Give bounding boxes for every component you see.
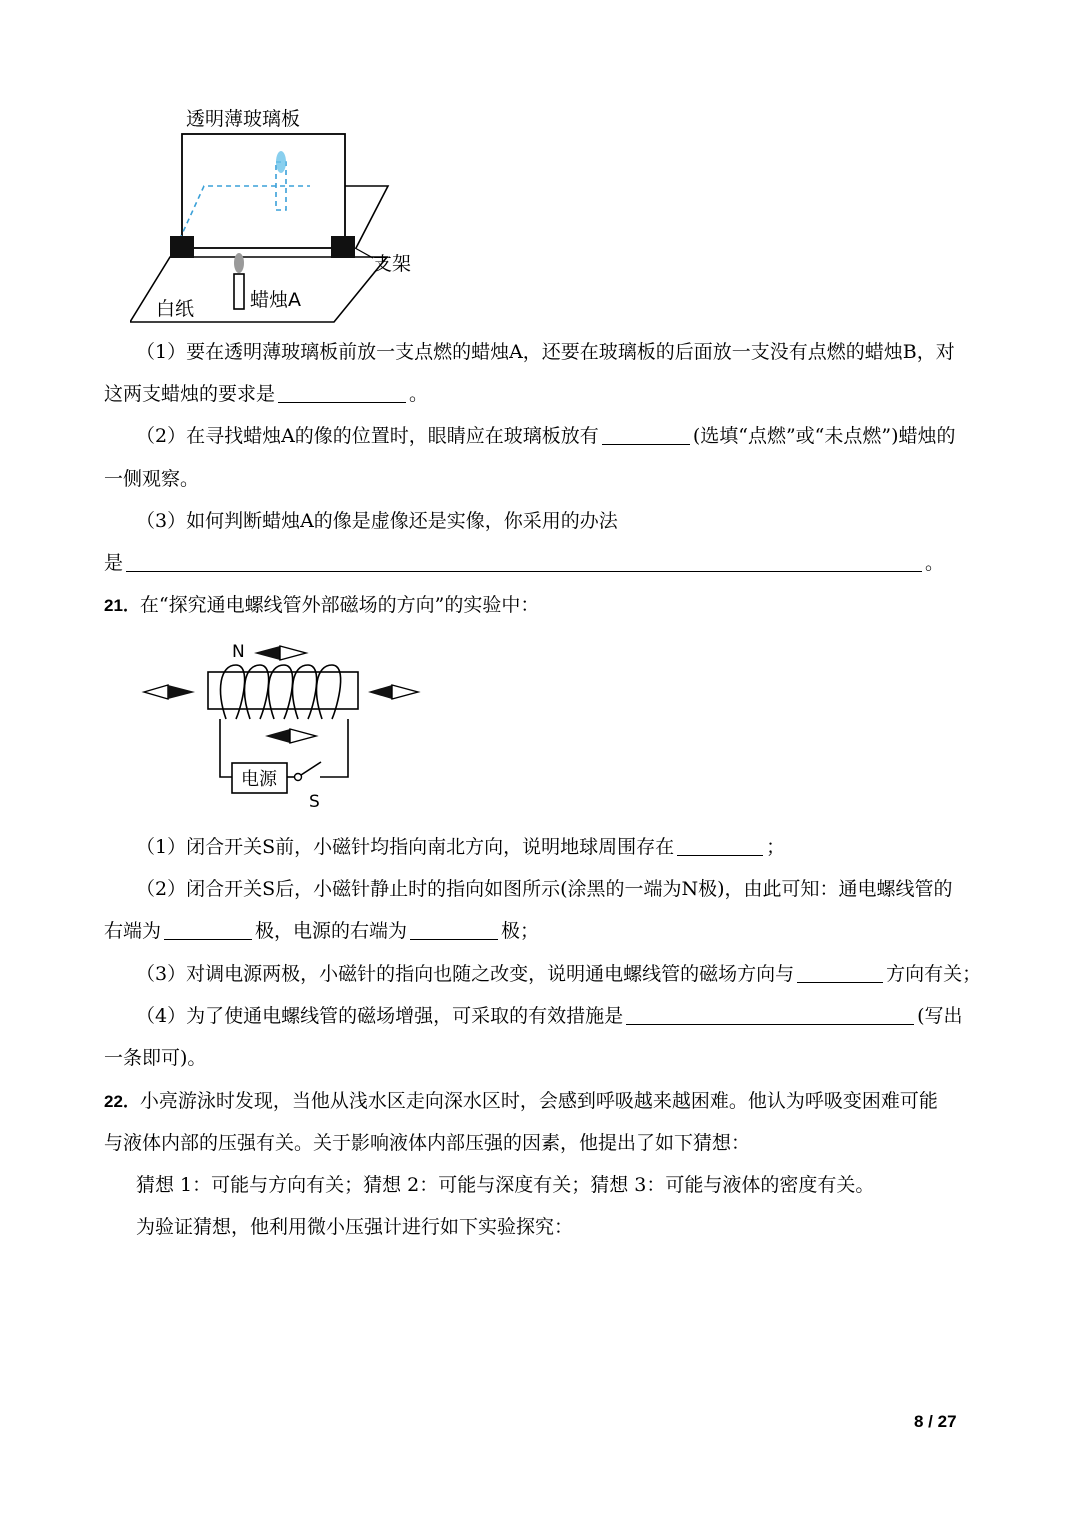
question-number: 21． bbox=[104, 596, 140, 615]
candle-a-label: 蜡烛A bbox=[250, 289, 301, 311]
question-number: 22． bbox=[104, 1092, 140, 1111]
solenoid-tube bbox=[208, 672, 358, 709]
q22-guesses: 猜想 1：可能与方向有关；猜想 2：可能与深度有关；猜想 3：可能与液体的密度有关。 bbox=[136, 1174, 875, 1196]
solenoid-figure bbox=[140, 635, 430, 815]
q21-part2-line1: （2）闭合开关S后，小磁针静止时的指向如图所示(涂黑的一端为N极)，由此可知：通电螺线管的 bbox=[136, 878, 953, 900]
n-pole-label: N bbox=[232, 642, 245, 662]
white-paper-label: 白纸 bbox=[156, 298, 195, 320]
q22-stem-line2: 与液体内部的压强有关。关于影响液体内部压强的因素，他提出了如下猜想： bbox=[104, 1132, 751, 1154]
answer-blank[interactable] bbox=[626, 1004, 914, 1025]
solenoid-coil bbox=[221, 665, 341, 719]
q20-part2-line1: （2）在寻找蜡烛A的像的位置时，眼睛应在玻璃板放有 (选填“点燃”或“未点燃”)蜡烛的 bbox=[136, 425, 956, 447]
candle-a-flame bbox=[234, 253, 244, 273]
glass-plate bbox=[182, 134, 345, 248]
compass-inner bbox=[265, 729, 290, 743]
candle-a bbox=[234, 274, 244, 309]
q20-part3-line2: 是 。 bbox=[104, 552, 945, 574]
q20-part2-line2: 一侧观察。 bbox=[104, 468, 200, 490]
power-source-label: 电源 bbox=[241, 769, 277, 790]
compass-right bbox=[368, 685, 392, 699]
compass-left bbox=[144, 685, 168, 699]
compass-right-tail bbox=[392, 685, 418, 699]
switch-label: S bbox=[309, 792, 320, 812]
q22-stem-line1: 22．小亮游泳时发现，当他从浅水区走向深水区时，会感到呼吸越来越困难。他认为呼吸变困难可能 bbox=[104, 1090, 938, 1112]
q21-part4-line1: （4）为了使通电螺线管的磁场增强，可采取的有效措施是 (写出 bbox=[136, 1005, 963, 1027]
q21-part2-line2: 右端为 极，电源的右端为 极； bbox=[104, 920, 540, 942]
glass-plate-label: 透明薄玻璃板 bbox=[186, 108, 301, 130]
q21-part4-line2: 一条即可)。 bbox=[104, 1047, 207, 1069]
q21-stem: 21．在“探究通电螺线管外部磁场的方向”的实验中： bbox=[104, 594, 540, 616]
stand-left bbox=[170, 236, 194, 258]
answer-blank[interactable] bbox=[164, 919, 252, 940]
compass-top-tail bbox=[280, 646, 306, 660]
candle-image-flame bbox=[276, 151, 286, 173]
answer-blank[interactable] bbox=[797, 962, 883, 983]
wire-right bbox=[320, 719, 348, 777]
q20-part1-line2: 这两支蜡烛的要求是 。 bbox=[104, 383, 429, 405]
wire-left bbox=[220, 719, 232, 777]
page-number: 8 / 27 bbox=[914, 1412, 957, 1431]
switch-contact bbox=[295, 774, 302, 781]
switch-lever bbox=[301, 762, 321, 775]
answer-blank[interactable] bbox=[677, 835, 763, 856]
stand-right bbox=[331, 236, 355, 258]
q21-part1: （1）闭合开关S前，小磁针均指向南北方向，说明地球周围存在 ； bbox=[136, 836, 786, 858]
q21-part3: （3）对调电源两极，小磁针的指向也随之改变，说明通电螺线管的磁场方向与 方向有关； bbox=[136, 963, 982, 985]
stand-label: 支架 bbox=[373, 253, 412, 275]
answer-blank[interactable] bbox=[126, 551, 922, 572]
compass-top bbox=[254, 646, 280, 660]
q20-part3-line1: （3）如何判断蜡烛A的像是虚像还是实像，你采用的办法 bbox=[136, 510, 618, 532]
mirror-experiment-figure bbox=[130, 100, 430, 325]
compass-left-head bbox=[168, 685, 195, 699]
q22-verify: 为验证猜想，他利用微小压强计进行如下实验探究： bbox=[136, 1216, 574, 1238]
compass-inner-tail bbox=[290, 729, 316, 743]
q20-part1-line1: （1）要在透明薄玻璃板前放一支点燃的蜡烛A，还要在玻璃板的后面放一支没有点燃的蜡烛B，对 bbox=[136, 341, 955, 363]
answer-blank[interactable] bbox=[602, 424, 690, 445]
answer-blank[interactable] bbox=[410, 919, 498, 940]
answer-blank[interactable] bbox=[278, 382, 406, 403]
